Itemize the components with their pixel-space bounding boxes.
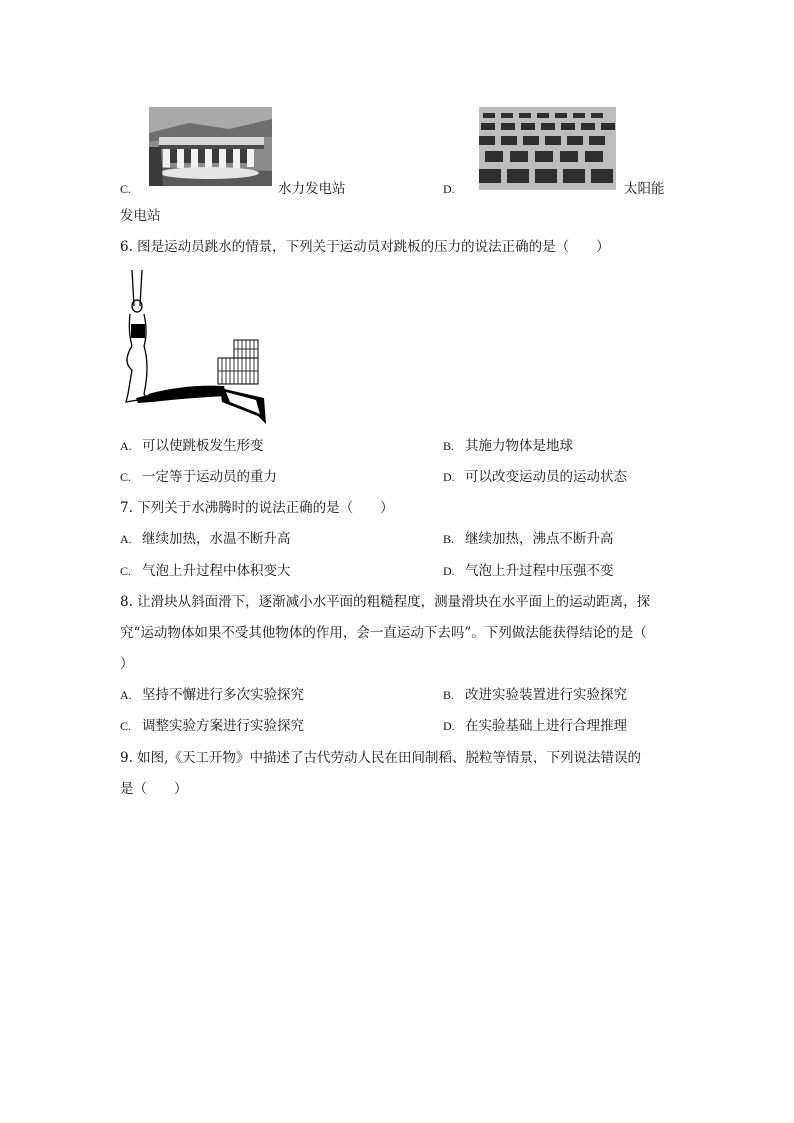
solar-power-station-image <box>479 107 616 190</box>
q8-option-b-text: 改进实验装置进行实验探究 <box>465 687 627 703</box>
q8-option-d-label: D. <box>443 719 455 733</box>
q7-option-d-label: D. <box>443 564 455 578</box>
q8-option-c-label: C. <box>120 719 132 733</box>
q7-option-b-label: B. <box>443 532 455 546</box>
q7-option-d-text: 气泡上升过程中压强不变 <box>465 563 614 579</box>
q9-stem-line-1: 9. 如图,《天工开物》中描述了古代劳动人民在田间制稻、脱粒等情景，下列说法错误的 <box>120 750 641 766</box>
q6-option-a-label: A. <box>120 439 132 453</box>
q7-option-b-text: 继续加热，沸点不断升高 <box>465 531 614 547</box>
q8-stem-line-1: 8. 让滑块从斜面滑下，逐渐减小水平面的粗糙程度，测量滑块在水平面上的运动距离，探 <box>120 594 651 610</box>
q5-option-c-caption: 水力发电站 <box>278 181 346 197</box>
q8-option-a-label: A. <box>120 688 132 702</box>
q6-option-d-label: D. <box>443 470 455 484</box>
q8-option-c-text: 调整实验方案进行实验探究 <box>142 718 304 734</box>
q7-stem: 7. 下列关于水沸腾时的说法正确的是（ ） <box>120 500 394 516</box>
q7-option-a-label: A. <box>120 532 132 546</box>
q8-stem-line-3: ） <box>120 656 134 672</box>
q6-option-c-label: C. <box>120 470 132 484</box>
q5-option-d-caption-continued: 发电站 <box>120 208 161 224</box>
q5-option-d-label: D. <box>443 182 455 196</box>
diver-on-springboard-illustration <box>116 266 272 426</box>
q7-option-a-text: 继续加热，水温不断升高 <box>142 531 291 547</box>
q6-option-b-label: B. <box>443 439 455 453</box>
q8-option-a-text: 坚持不懈进行多次实验探究 <box>142 687 304 703</box>
q7-option-c-label: C. <box>120 564 132 578</box>
q6-option-a-text: 可以使跳板发生形变 <box>142 438 264 454</box>
q5-option-d-caption: 太阳能 <box>624 181 665 197</box>
q7-option-c-text: 气泡上升过程中体积变大 <box>142 563 291 579</box>
q8-stem-line-2: 究“运动物体如果不受其他物体的作用，会一直运动下去吗”。下列做法能获得结论的是（ <box>120 625 647 641</box>
q5-option-c-label: C. <box>120 182 132 196</box>
q8-option-b-label: B. <box>443 688 455 702</box>
q8-option-d-text: 在实验基础上进行合理推理 <box>465 718 627 734</box>
q6-option-b-text: 其施力物体是地球 <box>465 438 573 454</box>
hydropower-station-image <box>149 107 272 186</box>
q6-option-d-text: 可以改变运动员的运动状态 <box>465 469 627 485</box>
q6-stem: 6. 图是运动员跳水的情景，下列关于运动员对跳板的压力的说法正确的是（ ） <box>120 239 610 255</box>
q9-stem-line-2: 是（ ） <box>120 781 188 797</box>
q6-option-c-text: 一定等于运动员的重力 <box>142 469 277 485</box>
